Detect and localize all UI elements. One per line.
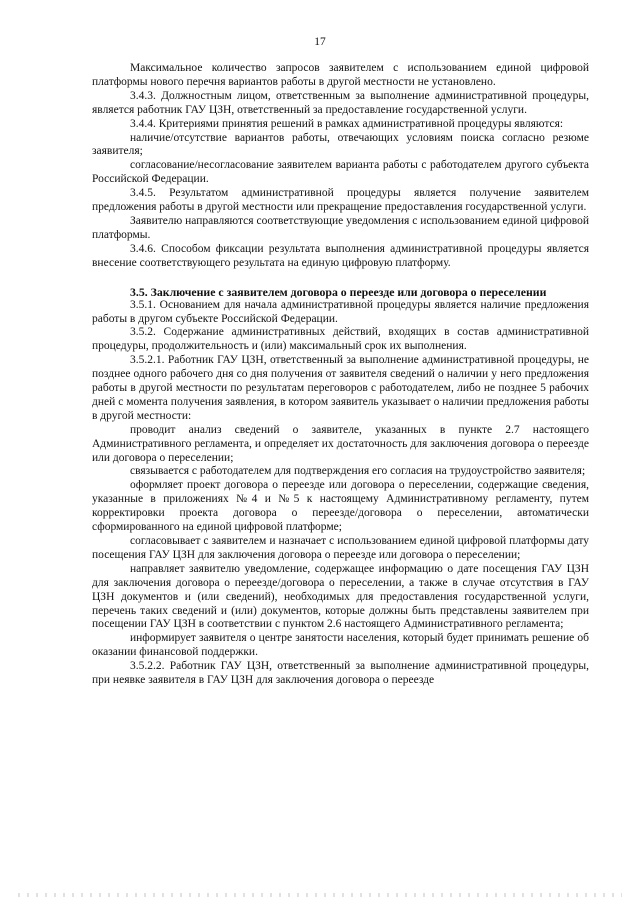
paragraph: согласовывает с заявителем и назначает с использованием единой цифровой платформы дату посещения ГАУ ЦЗН для заключения договора о переезде или договора о переселении; [92, 535, 589, 561]
paragraph: 3.5.2.1. Работник ГАУ ЦЗН, ответственный за выполнение административной процедуры, не позднее одного рабочего дня со дня получения от заявителя сведений о наличии у него предложения работы в другой местности по результатам переговоров с работодателем, либо не позднее 5 рабочих дней с момента получения заявления, в котором заявитель указывает о наличии предложения работы в другой местности: [92, 354, 589, 422]
paragraph: информирует заявителя о центре занятости населения, который будет принимать решение об оказании финансовой поддержки. [92, 632, 589, 659]
document-body [92, 62, 589, 688]
section-heading: 3.5. Заключение с заявителем договора о переезде или договора о переселении [130, 284, 547, 299]
paragraph: 3.5.1. Основанием для начала административной процедуры является наличие предложения работы в другом субъекте Российской Федерации. [92, 298, 589, 325]
paragraph: оформляет проект договора о переезде или договора о переселении, содержащие сведения, указанные в приложениях №4 и №5 к настоящему Административному регламенту, путем корректировки проекта договора о переезде/договора о переселении, автоматически сформированного на единой цифровой платформе; [92, 479, 589, 534]
scan-artifact-line [18, 893, 622, 897]
paragraph: 3.4.6. Способом фиксации результата выполнения административной процедуры является внесение соответствующего результата на единую цифровую платформу. [92, 242, 589, 269]
page-number: 17 [314, 36, 326, 48]
paragraph: 3.4.5. Результатом административной процедуры является получение заявителем предложения работы в другой местности или прекращение предоставления государственной услуги. [92, 187, 589, 214]
paragraph: наличие/отсутствие вариантов работы, отвечающих условиям поиска согласно резюме заявителя; [92, 131, 589, 158]
paragraph: 3.4.3. Должностным лицом, ответственным за выполнение административной процедуры, является работник ГАУ ЦЗН, ответственный за предоставление государственной услуги. [92, 89, 589, 116]
paragraph: 3.5.2.2. Работник ГАУ ЦЗН, ответственный за выполнение административной процедуры, при неявке заявителя в ГАУ ЦЗН для заключения договора о переезде [92, 660, 589, 687]
paragraph: проводит анализ сведений о заявителе, указанных в пункте 2.7 настоящего Административного регламента, и определяет их достаточность для заключения договора о переезде или договора о переселении; [92, 423, 589, 464]
paragraph: связывается с работодателем для подтверждения его согласия на трудоустройство заявителя; [130, 465, 586, 478]
paragraph: 3.4.4. Критериями принятия решений в рамках административной процедуры являются: [130, 117, 564, 130]
paragraph: Максимальное количество запросов заявителем с использованием единой цифровой платформы нового перечня вариантов работы в другой местности не установлено. [92, 62, 589, 88]
paragraph: направляет заявителю уведомление, содержащее информацию о дате посещения ГАУ ЦЗН для заключения договора о переезде/договора о переселении, а также в случае отсутствия в ГАУ ЦЗН документов и (или сведений), необходимых для предоставления государственной услуги, перечень таких сведений и (или) документов, которые должны быть представлены заявителем при посещении ГАУ ЦЗН в соответствии с пунктом 2.6 настоящего Административного регламента; [92, 562, 589, 631]
paragraph: Заявителю направляются соответствующие уведомления с использованием единой цифровой платформы. [92, 214, 589, 241]
paragraph: согласование/несогласование заявителем варианта работы с работодателем другого субъекта Российской Федерации. [92, 159, 589, 186]
paragraph: 3.5.2. Содержание административных действий, входящих в состав административной процедуры, продолжительность и (или) максимальный срок их выполнения. [92, 326, 589, 353]
